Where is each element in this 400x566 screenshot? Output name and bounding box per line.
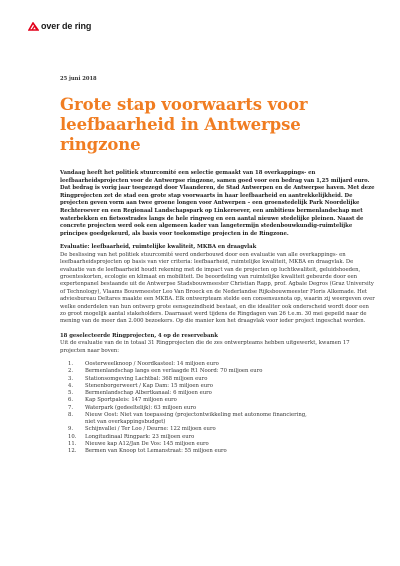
list-item: 5. Bermenlandschap Albertkanaal: 6 miljoen euro <box>68 390 212 397</box>
list-item: 2. Bermenlandschap langs een verlaagde R1 Noord: 70 miljoen euro <box>68 368 263 375</box>
list-item: 7. Waterpark (gedeeltelijk): 63 miljoen euro <box>68 404 197 411</box>
project-list <box>60 361 375 455</box>
list-item: 11. Nieuwe kap A12/Jan De Vos: 145 miljoen euro <box>68 440 209 447</box>
list-item: 1. Oosterweelknoop / Noordkasteel: 14 miljoen euro <box>68 361 219 368</box>
logo <box>28 21 91 31</box>
list-item: 12. Bermen van Knoop tot Lemanstraat: 55 miljoen euro <box>68 448 227 455</box>
list-item: 4. Stenenborgerweert / Kap Dam: 15 miljoen euro <box>68 382 213 389</box>
section-heading-evaluatie: Evaluatie: leefbaarheid, ruimtelijke kwaliteit, MKBA en draagvlak <box>60 244 257 251</box>
publication-date: 25 juni 2018 <box>60 76 97 82</box>
list-item: 9. Schijnvallei / Ter Loo / Deurne: 122 miljoen euro <box>68 426 216 433</box>
section-body-projecten: Uit de evaluatie van de in totaal 31 Ringprojecten die de zes ontwerpteams hebben uitgewerkt, kwamen 17 projecten naar boven: <box>60 340 350 354</box>
document-body <box>60 76 375 455</box>
logo-mark-icon <box>28 22 39 31</box>
list-item: 3. Stationsomgeving Lachtbal: 368 miljoen euro <box>68 375 208 382</box>
page-title: Grote stap voorwaarts voor leefbaarheid in Antwerpse ringzone <box>60 95 308 154</box>
section-heading-projecten: 18 geselecteerde Ringprojecten, 4 op de reservebank <box>60 332 218 339</box>
logo-text: over de ring <box>41 21 92 31</box>
list-item: 6. Kap Sportpaleis: 147 miljoen euro <box>68 397 177 404</box>
list-item: 10. Longitudinaal Ringpark: 23 miljoen euro <box>68 433 195 440</box>
list-item: 8. Nieuw Oost: Niet van toepassing (projectontwikkeling met autonome financiering, niet van overkappingsbudget) <box>68 411 307 426</box>
section-body-evaluatie: De beslissing van het politiek stuurcomité werd onderbouwd door een evaluatie van alle overkappings- en leefbaarheidsprojecten op basis van vier criteria: leefbaarheid, ruimtelijke kwaliteit, MKBA en draagvlak. De evaluatie van de leefbaarheid houdt rekening met de impact van de projecten op luchtkwaliteit, geluidshoeden, groenteskorten, ecologie en klimaat en mobiliteit. De beoordeling van ruimtelijke kwaliteit gebeurde door een expertenpanel bestaande uit de Antwerpse Stadsbouwmeester Christian Rapp, prof. Agbale Degros (Graz University of Technology), Vlaams Bouwmeester Leo Van Broeck en de Nederlandse Rijksbouwmeester Floris Alkemade. Het adviesbureau Deltares maakte een MKBA. Elk ontwerpteam stelde een consensusnota op, waarin zij weergeven over welke onderdelen van hun ontwerp grote eensgezindheid bestaat, en die idealiter ook onderscheid wordt door een zo groot mogelijk aantal stakeholders. Daarnaast werd tijdens de Ringdagen van 26 t.e.m. 30 mei gepeild naar de mening van de meer dan 2.000 bezoekers. Op die manier kon het draagvlak voor ieder project ingeschat worden. <box>60 251 375 325</box>
intro-paragraph: Vandaag heeft het politiek stuurcomité een selectie gemaakt van 18 overkappings- en leefbaarheidsprojecten voor de Antwerpse ringzone, samen goed voor een bedrag van 1,25 miljard euro. Dat bedrag is vorig jaar toegezegd door Vlaanderen, de Stad Antwerpen en de Antwerpse haven. Met deze Ringprojecten zet de stad een grote stap voorwaarts in haar leefbaarheid en aantrekkelijkheid. De projecten geven vorm aan twee groene longen voor Antwerpen – een groenstedelijk Park Noordelijke Rechteroever en een Regionaal Landschapspark op Linkeroever, een ambitieus bermenlandschap met waterbekken en fietsostrades langs de hele ringweg en een aantal nieuwe stedelijke pleinen. Naast de concrete projecten werd ook een algemeen kader van langetermijn stedenbouwkundig-ruimtelijke principes goedgekeurd, als basis voor toekomstige projecten in de Ringzone. <box>60 170 375 237</box>
